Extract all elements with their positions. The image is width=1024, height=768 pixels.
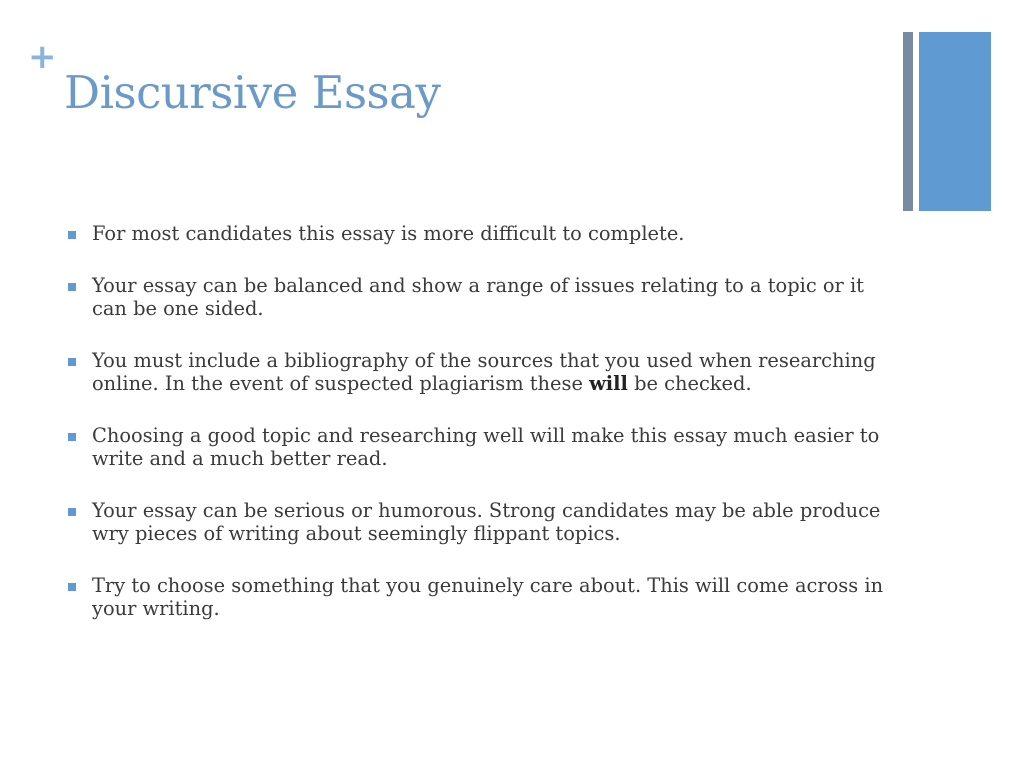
bullet-text-part: be checked.: [627, 372, 752, 395]
square-bullet-icon: [68, 433, 76, 441]
bullet-text: Try to choose something that you genuinely care about. This will come across in your writing.: [92, 573, 884, 620]
square-bullet-icon: [68, 583, 76, 591]
bullet-text: [92, 349, 876, 396]
bullet-text: For most candidates this essay is more difficult to complete.: [92, 222, 685, 245]
accent-bar-thin: [903, 32, 913, 211]
plus-icon: +: [28, 37, 57, 77]
slide-title: Discursive Essay: [64, 66, 441, 119]
square-bullet-icon: [68, 358, 76, 366]
bullet-item: [66, 222, 896, 246]
bullet-item: [66, 424, 896, 471]
square-bullet-icon: [68, 283, 76, 291]
bullet-list: [66, 222, 896, 649]
bullet-text: Your essay can be balanced and show a range of issues relating to a topic or it can be one sided.: [92, 273, 864, 320]
bullet-item: [66, 499, 896, 546]
bullet-item: [66, 349, 896, 396]
emphasis-text: will: [589, 372, 628, 395]
bullet-text: Your essay can be serious or humorous. Strong candidates may be able produce wry pieces of writing about seemingly flippant topics.: [92, 498, 881, 545]
bullet-item: [66, 274, 896, 321]
bullet-item: [66, 574, 896, 621]
bullet-text-part: You must include a bibliography of the sources that you used when researching online. In the event of suspected plagiarism these: [92, 348, 876, 395]
bullet-text: Choosing a good topic and researching well will make this essay much easier to write and a much better read.: [92, 423, 880, 470]
square-bullet-icon: [68, 508, 76, 516]
square-bullet-icon: [68, 231, 76, 239]
accent-bar-wide: [919, 32, 991, 211]
